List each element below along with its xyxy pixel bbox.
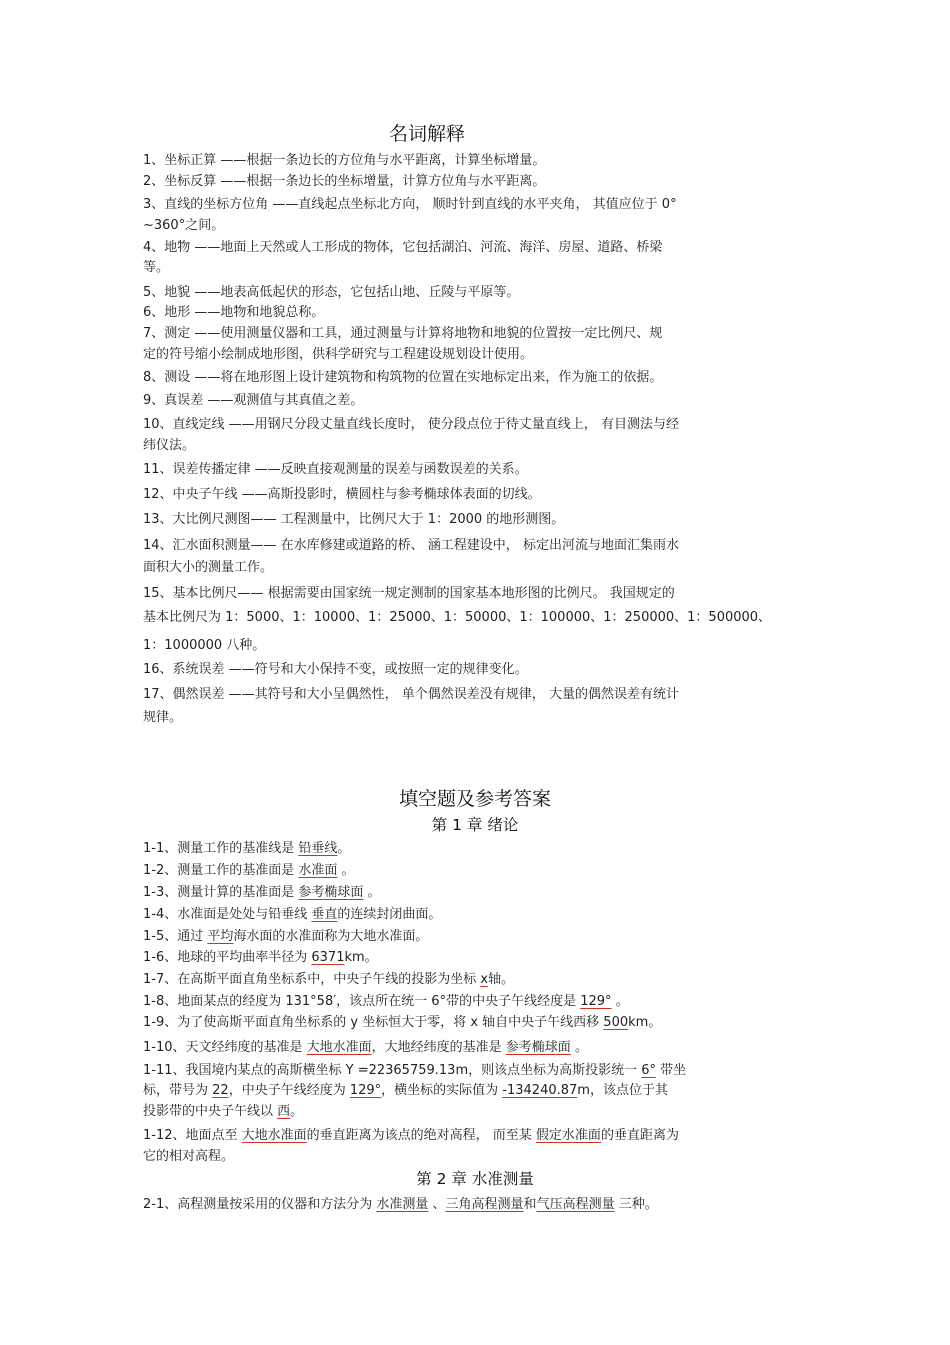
term-line: 10、直线定线 ——用钢尺分段丈量直线长度时， 使分段点位于待丈量直线上， 有目测法与经 [143, 417, 679, 432]
term-line: 17、偶然误差 ——其符号和大小呈偶然性， 单个偶然误差没有规律， 大量的偶然误差有统计 [143, 687, 679, 702]
term-line: 12、中央子午线 ——高斯投影时，横圆柱与参考椭球体表面的切线。 [143, 487, 541, 502]
answer-blank: -134240.87 [502, 1083, 578, 1098]
question-line: 1-5、通过 平均海水面的水准面称为大地水准面。 [143, 929, 429, 944]
term-line: 规律。 [143, 710, 183, 725]
term-line: 1、坐标正算 ——根据一条边长的方位角与水平距离，计算坐标增量。 [143, 153, 546, 168]
answer-blank: 水准面 [298, 863, 338, 878]
term-line: ~360°之间。 [143, 218, 225, 233]
answer-blank: 垂直 [311, 907, 338, 922]
term-line: 2、坐标反算 ——根据一条边长的坐标增量，计算方位角与水平距离。 [143, 174, 546, 189]
question-line: 标，带号为 22，中央子午线经度为 129°，横坐标的实际值为 -134240.87m，该点位于其 [143, 1083, 668, 1098]
question-line: 1-4、水准面是处处与铅垂线 垂直的连续封闭曲面。 [143, 907, 442, 922]
term-line: 16、系统误差 ——符号和大小保持不变，或按照一定的规律变化。 [143, 662, 528, 677]
term-line: 6、地形 ——地物和地貌总称。 [143, 305, 325, 320]
question-line: 1-2、测量工作的基准面是 水准面 。 [143, 863, 355, 878]
question-line: 1-11、我国境内某点的高斯横坐标 Y =22365759.13m，则该点坐标为高斯投影统一 6° 带坐 [143, 1063, 687, 1078]
question-line: 2-1、高程测量按采用的仪器和方法分为 水准测量 、三角高程测量和气压高程测量 三种。 [143, 1197, 658, 1212]
question-line: 1-9、为了使高斯平面直角坐标系的 y 坐标恒大于零，将 x 轴自中央子午线西移 500km。 [143, 1015, 662, 1030]
term-line: 面积大小的测量工作。 [143, 560, 274, 575]
question-line: 它的相对高程。 [143, 1149, 235, 1164]
answer-blank: 129° [580, 994, 612, 1009]
answer-blank: 大地水准面 [306, 1040, 372, 1055]
term-line: 基本比例尺为 1：5000、1：10000、1：25000、1：50000、1：100000、1：250000、1：500000、 [143, 610, 772, 625]
term-line: 4、地物 ——地面上天然或人工形成的物体，它包括湖泊、河流、海洋、房屋、道路、桥梁 [143, 240, 663, 255]
term-line: 14、汇水面积测量—— 在水库修建或道路的桥、 涵工程建设中， 标定出河流与地面汇集雨水 [143, 538, 679, 553]
term-line: 1：1000000 八种。 [143, 638, 266, 653]
answer-blank: 平均 [207, 929, 234, 944]
question-line: 投影带的中央子午线以 西。 [143, 1104, 304, 1119]
answer-blank: 500 [603, 1015, 629, 1030]
question-line: 1-7、在高斯平面直角坐标系中，中央子午线的投影为坐标 x轴。 [143, 972, 515, 987]
question-line: 1-1、测量工作的基准线是 铅垂线。 [143, 841, 351, 856]
term-line: 11、误差传播定律 ——反映直接观测量的误差与函数误差的关系。 [143, 462, 528, 477]
answer-blank: 6° [641, 1063, 657, 1078]
term-line: 纬仪法。 [143, 438, 196, 453]
section1-title: 名词解释 [388, 123, 465, 145]
term-line: 8、测设 ——将在地形图上设计建筑物和构筑物的位置在实地标定出来，作为施工的依据。 [143, 370, 663, 385]
answer-blank: 水准测量 [376, 1197, 429, 1212]
answer-blank: 大地水准面 [241, 1128, 307, 1143]
answer-blank: x [480, 972, 489, 987]
answer-blank: 22 [212, 1083, 229, 1098]
term-line: 3、直线的坐标方位角 ——直线起点坐标北方向， 顺时针到直线的水平夹角， 其值应位于 0° [143, 197, 677, 212]
answer-blank: 铅垂线 [298, 841, 338, 856]
question-line: 1-12、地面点至 大地水准面的垂直距离为该点的绝对高程， 而至某 假定水准面的垂直距离为 [143, 1128, 679, 1143]
answer-blank: 参考椭球面 [298, 885, 364, 900]
question-line: 1-6、地球的平均曲率半径为 6371km。 [143, 950, 378, 965]
answer-blank: 假定水准面 [535, 1128, 601, 1143]
chapter1-heading: 第 1 章 绪论 [431, 816, 519, 834]
term-line: 等。 [143, 260, 170, 275]
answer-blank: 129° [349, 1083, 382, 1098]
question-line: 1-3、测量计算的基准面是 参考椭球面 。 [143, 885, 381, 900]
term-line: 5、地貌 ——地表高低起伏的形态，它包括山地、丘陵与平原等。 [143, 285, 520, 300]
question-line: 1-10、天文经纬度的基准是 大地水准面，大地经纬度的基准是 参考椭球面 。 [143, 1040, 588, 1055]
answer-blank: 参考椭球面 [505, 1040, 571, 1055]
answer-blank: 西 [277, 1104, 291, 1119]
chapter2-heading: 第 2 章 水准测量 [416, 1170, 534, 1188]
answer-blank: 气压高程测量 [536, 1197, 615, 1212]
term-line: 15、基本比例尺—— 根据需要由国家统一规定测制的国家基本地形图的比例尺。 我国规定的 [143, 586, 675, 601]
term-line: 9、真误差 ——观测值与其真值之差。 [143, 393, 364, 408]
term-line: 7、测定 ——使用测量仪器和工具，通过测量与计算将地物和地貌的位置按一定比例尺、规 [143, 326, 663, 341]
section2-title: 填空题及参考答案 [398, 788, 551, 810]
answer-blank: 三角高程测量 [445, 1197, 524, 1212]
question-line: 1-8、地面某点的经度为 131°58′，该点所在统一 6°带的中央子午线经度是 129° 。 [143, 994, 629, 1009]
term-line: 13、大比例尺测图—— 工程测量中，比例尺大于 1：2000 的地形测图。 [143, 512, 565, 527]
term-line: 定的符号缩小绘制成地形图，供科学研究与工程建设规划设计使用。 [143, 347, 534, 362]
answer-blank: 6371 [311, 950, 345, 965]
